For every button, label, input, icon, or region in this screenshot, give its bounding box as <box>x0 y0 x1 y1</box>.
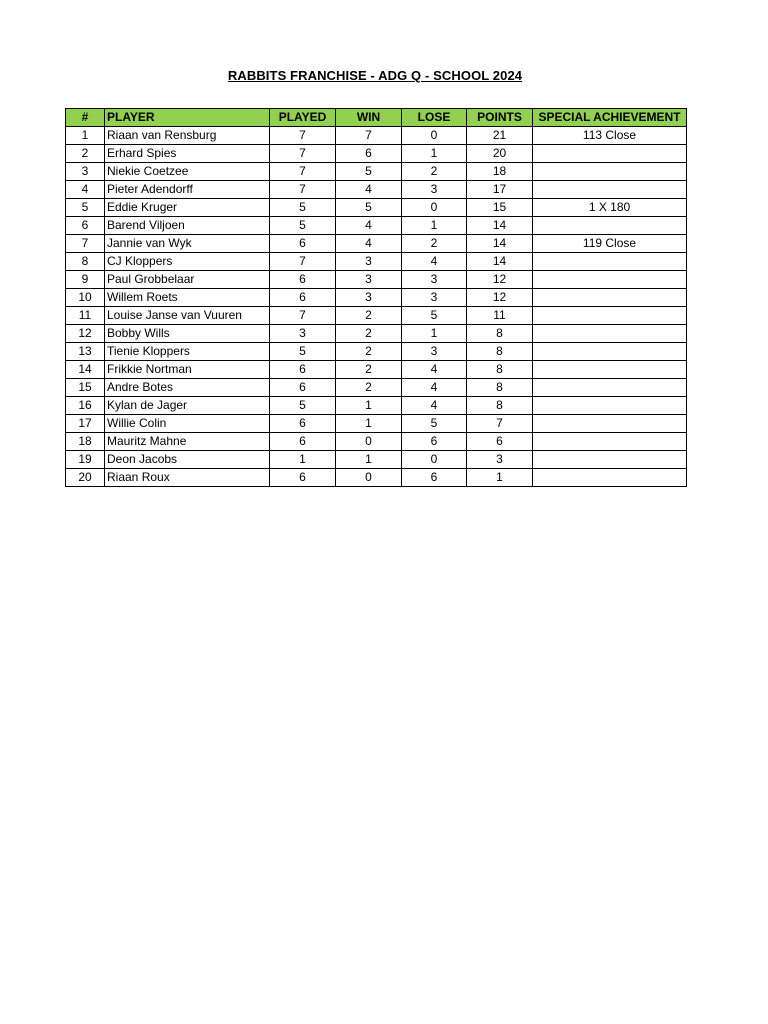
cell-win: 2 <box>336 307 402 325</box>
cell-player: Kylan de Jager <box>105 397 270 415</box>
cell-win: 5 <box>336 163 402 181</box>
cell-player: Eddie Kruger <box>105 199 270 217</box>
cell-special-achievement <box>533 397 687 415</box>
cell-played: 6 <box>270 415 336 433</box>
cell-special-achievement <box>533 271 687 289</box>
cell-played: 1 <box>270 451 336 469</box>
table-row <box>66 127 687 145</box>
cell-player: Tienie Kloppers <box>105 343 270 361</box>
cell-special-achievement <box>533 469 687 487</box>
table-row <box>66 199 687 217</box>
cell-player: Willie Colin <box>105 415 270 433</box>
cell-player: Louise Janse van Vuuren <box>105 307 270 325</box>
cell-lose: 6 <box>402 469 467 487</box>
cell-special-achievement <box>533 379 687 397</box>
cell-points: 8 <box>467 397 533 415</box>
cell-played: 5 <box>270 397 336 415</box>
cell-win: 3 <box>336 271 402 289</box>
cell-lose: 2 <box>402 235 467 253</box>
cell-lose: 1 <box>402 217 467 235</box>
cell-played: 6 <box>270 361 336 379</box>
cell-rank: 4 <box>66 181 105 199</box>
cell-win: 2 <box>336 379 402 397</box>
cell-rank: 14 <box>66 361 105 379</box>
cell-points: 8 <box>467 361 533 379</box>
cell-rank: 20 <box>66 469 105 487</box>
table-row <box>66 289 687 307</box>
table-body <box>66 127 687 487</box>
table-row <box>66 415 687 433</box>
cell-win: 1 <box>336 397 402 415</box>
cell-played: 7 <box>270 253 336 271</box>
cell-points: 8 <box>467 379 533 397</box>
cell-played: 6 <box>270 235 336 253</box>
cell-player: CJ Kloppers <box>105 253 270 271</box>
cell-player: Riaan van Rensburg <box>105 127 270 145</box>
cell-win: 6 <box>336 145 402 163</box>
cell-lose: 3 <box>402 181 467 199</box>
cell-player: Deon Jacobs <box>105 451 270 469</box>
cell-win: 1 <box>336 415 402 433</box>
cell-special-achievement: 119 Close <box>533 235 687 253</box>
cell-rank: 19 <box>66 451 105 469</box>
cell-special-achievement <box>533 325 687 343</box>
cell-player: Barend Viljoen <box>105 217 270 235</box>
cell-points: 14 <box>467 217 533 235</box>
cell-rank: 11 <box>66 307 105 325</box>
cell-special-achievement <box>533 253 687 271</box>
cell-played: 6 <box>270 469 336 487</box>
cell-special-achievement <box>533 289 687 307</box>
cell-win: 2 <box>336 361 402 379</box>
cell-points: 21 <box>467 127 533 145</box>
cell-lose: 1 <box>402 145 467 163</box>
cell-lose: 0 <box>402 451 467 469</box>
table-row <box>66 235 687 253</box>
cell-rank: 18 <box>66 433 105 451</box>
cell-lose: 4 <box>402 397 467 415</box>
header-points: POINTS <box>467 109 533 127</box>
table-row <box>66 163 687 181</box>
cell-player: Willem Roets <box>105 289 270 307</box>
cell-rank: 1 <box>66 127 105 145</box>
cell-lose: 3 <box>402 289 467 307</box>
cell-played: 5 <box>270 217 336 235</box>
cell-played: 7 <box>270 145 336 163</box>
table-row <box>66 217 687 235</box>
cell-win: 4 <box>336 217 402 235</box>
cell-points: 6 <box>467 433 533 451</box>
document-title: RABBITS FRANCHISE - ADG Q - SCHOOL 2024 <box>227 68 523 83</box>
header-played: PLAYED <box>270 109 336 127</box>
cell-special-achievement: 1 X 180 <box>533 199 687 217</box>
cell-rank: 6 <box>66 217 105 235</box>
cell-played: 5 <box>270 343 336 361</box>
cell-win: 0 <box>336 469 402 487</box>
table-row <box>66 325 687 343</box>
cell-lose: 0 <box>402 199 467 217</box>
cell-points: 12 <box>467 289 533 307</box>
cell-rank: 12 <box>66 325 105 343</box>
cell-win: 5 <box>336 199 402 217</box>
cell-win: 4 <box>336 181 402 199</box>
cell-lose: 5 <box>402 307 467 325</box>
cell-player: Paul Grobbelaar <box>105 271 270 289</box>
table-row <box>66 433 687 451</box>
standings-table <box>65 108 687 487</box>
cell-points: 12 <box>467 271 533 289</box>
cell-win: 2 <box>336 343 402 361</box>
cell-lose: 3 <box>402 343 467 361</box>
cell-played: 6 <box>270 379 336 397</box>
cell-special-achievement <box>533 343 687 361</box>
cell-lose: 5 <box>402 415 467 433</box>
cell-rank: 8 <box>66 253 105 271</box>
cell-lose: 3 <box>402 271 467 289</box>
cell-win: 2 <box>336 325 402 343</box>
cell-win: 3 <box>336 253 402 271</box>
table-row <box>66 379 687 397</box>
cell-rank: 10 <box>66 289 105 307</box>
cell-points: 3 <box>467 451 533 469</box>
cell-special-achievement <box>533 451 687 469</box>
cell-rank: 13 <box>66 343 105 361</box>
cell-special-achievement <box>533 307 687 325</box>
cell-lose: 2 <box>402 163 467 181</box>
header-player: PLAYER <box>105 109 270 127</box>
cell-rank: 3 <box>66 163 105 181</box>
cell-special-achievement: 113 Close <box>533 127 687 145</box>
cell-played: 7 <box>270 163 336 181</box>
cell-special-achievement <box>533 145 687 163</box>
header-num: # <box>66 109 105 127</box>
cell-player: Jannie van Wyk <box>105 235 270 253</box>
cell-points: 14 <box>467 235 533 253</box>
header-win: WIN <box>336 109 402 127</box>
cell-player: Frikkie Nortman <box>105 361 270 379</box>
cell-points: 8 <box>467 343 533 361</box>
header-special-achievement: SPECIAL ACHIEVEMENT <box>533 109 687 127</box>
cell-rank: 5 <box>66 199 105 217</box>
cell-played: 7 <box>270 307 336 325</box>
cell-win: 7 <box>336 127 402 145</box>
cell-special-achievement <box>533 181 687 199</box>
table-row <box>66 451 687 469</box>
table-row <box>66 397 687 415</box>
cell-points: 14 <box>467 253 533 271</box>
cell-win: 0 <box>336 433 402 451</box>
cell-special-achievement <box>533 163 687 181</box>
cell-rank: 9 <box>66 271 105 289</box>
cell-played: 3 <box>270 325 336 343</box>
header-row <box>66 109 687 127</box>
cell-points: 20 <box>467 145 533 163</box>
cell-special-achievement <box>533 433 687 451</box>
table-row <box>66 361 687 379</box>
table-row <box>66 253 687 271</box>
cell-special-achievement <box>533 217 687 235</box>
cell-player: Riaan Roux <box>105 469 270 487</box>
cell-lose: 0 <box>402 127 467 145</box>
cell-player: Niekie Coetzee <box>105 163 270 181</box>
table-row <box>66 307 687 325</box>
table-row <box>66 343 687 361</box>
cell-lose: 4 <box>402 379 467 397</box>
cell-points: 17 <box>467 181 533 199</box>
cell-rank: 17 <box>66 415 105 433</box>
cell-played: 6 <box>270 289 336 307</box>
cell-played: 7 <box>270 127 336 145</box>
cell-lose: 6 <box>402 433 467 451</box>
table-row <box>66 181 687 199</box>
cell-player: Erhard Spies <box>105 145 270 163</box>
table-row <box>66 469 687 487</box>
cell-played: 6 <box>270 433 336 451</box>
cell-lose: 1 <box>402 325 467 343</box>
cell-rank: 16 <box>66 397 105 415</box>
cell-rank: 2 <box>66 145 105 163</box>
table-row <box>66 271 687 289</box>
cell-rank: 7 <box>66 235 105 253</box>
cell-win: 4 <box>336 235 402 253</box>
cell-rank: 15 <box>66 379 105 397</box>
cell-points: 18 <box>467 163 533 181</box>
cell-points: 11 <box>467 307 533 325</box>
cell-points: 15 <box>467 199 533 217</box>
cell-played: 5 <box>270 199 336 217</box>
cell-lose: 4 <box>402 361 467 379</box>
cell-win: 1 <box>336 451 402 469</box>
cell-player: Mauritz Mahne <box>105 433 270 451</box>
header-lose: LOSE <box>402 109 467 127</box>
cell-lose: 4 <box>402 253 467 271</box>
cell-played: 6 <box>270 271 336 289</box>
cell-special-achievement <box>533 361 687 379</box>
cell-points: 7 <box>467 415 533 433</box>
cell-points: 1 <box>467 469 533 487</box>
cell-player: Bobby Wills <box>105 325 270 343</box>
cell-played: 7 <box>270 181 336 199</box>
cell-player: Pieter Adendorff <box>105 181 270 199</box>
cell-win: 3 <box>336 289 402 307</box>
cell-player: Andre Botes <box>105 379 270 397</box>
table-row <box>66 145 687 163</box>
cell-points: 8 <box>467 325 533 343</box>
cell-special-achievement <box>533 415 687 433</box>
